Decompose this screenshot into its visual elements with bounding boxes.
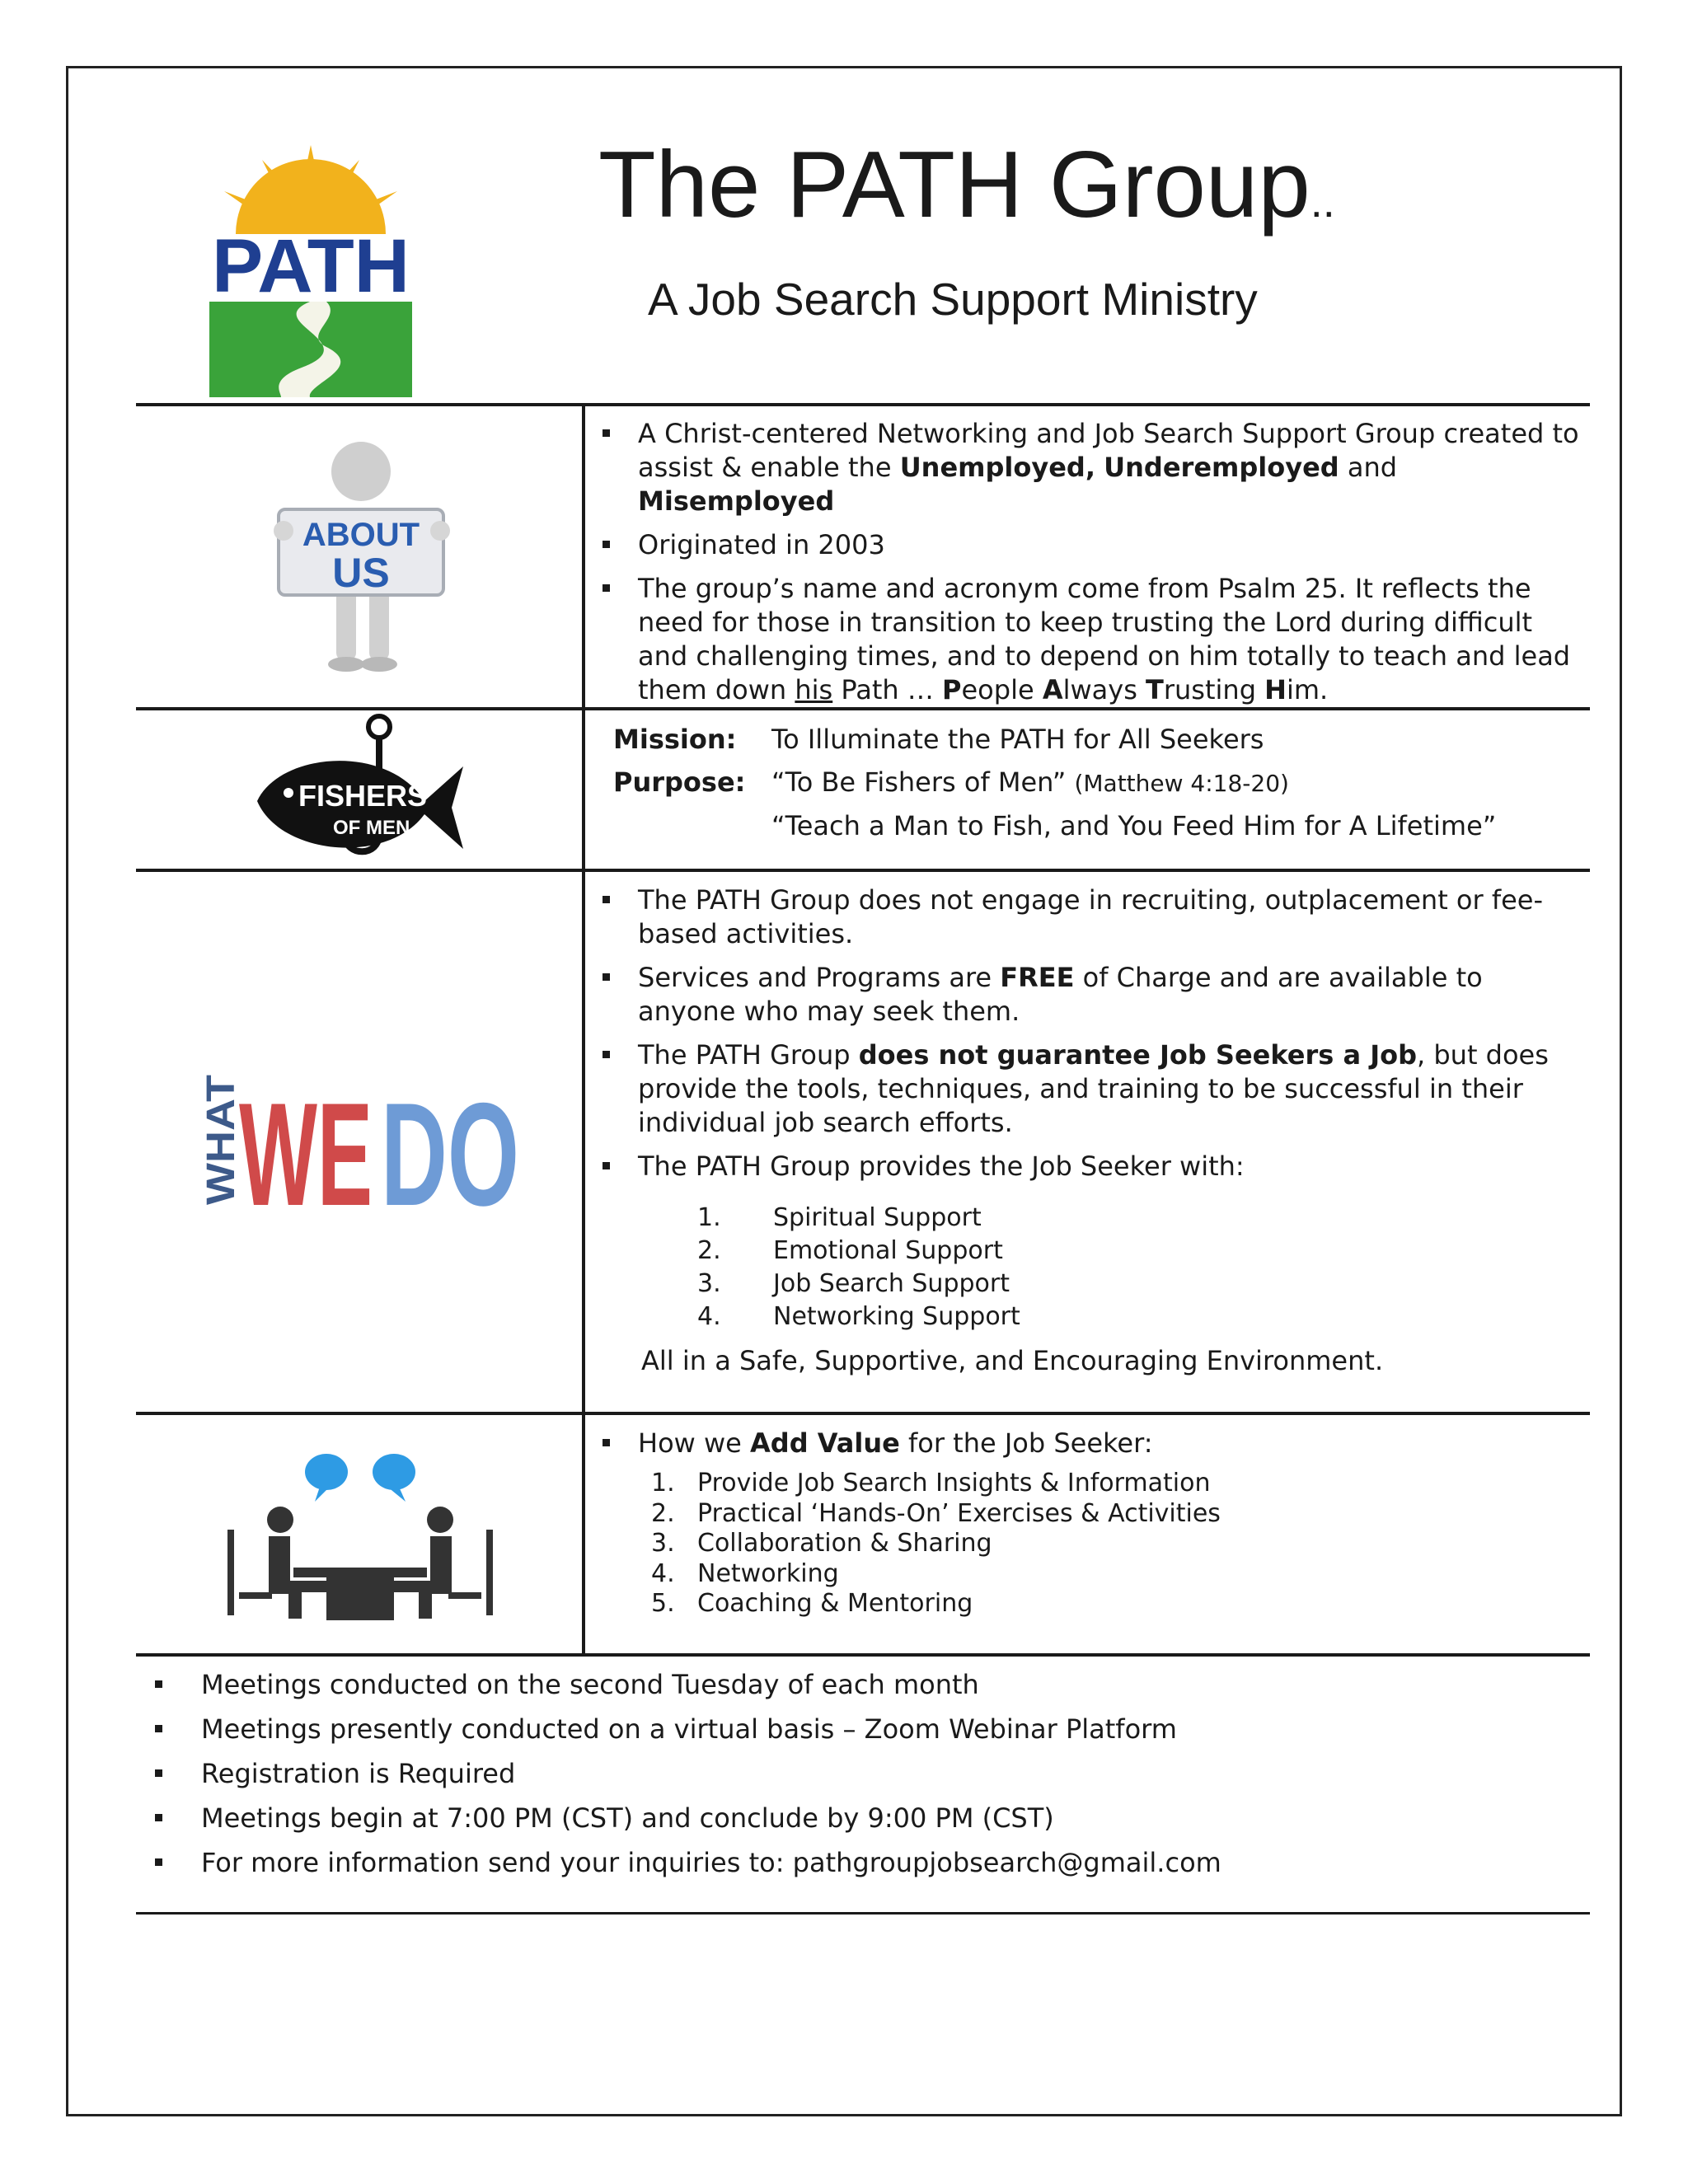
- page-subtitle: A Job Search Support Ministry: [648, 274, 1258, 325]
- add-value-item: 1. Provide Job Search Insights & Information: [651, 1469, 1211, 1497]
- about-section: [598, 417, 1579, 717]
- support-item: 3. Job Search Support: [697, 1269, 1010, 1298]
- meeting-people-icon: [223, 1451, 499, 1620]
- about-us-icon: [272, 438, 478, 677]
- what-item: The PATH Group does not guarantee Job Seekers a Job, but does provide the tools, techniques, and training to be successful in their individual job search efforts.: [598, 1038, 1579, 1140]
- support-closing: All in a Safe, Supportive, and Encouraging Environment.: [641, 1345, 1384, 1376]
- divider: [136, 1912, 1590, 1915]
- path-logo-icon: [203, 145, 419, 401]
- about-sign-line2: US: [332, 550, 390, 596]
- fishers-of-men-icon: [247, 710, 470, 865]
- mission-text: To Illuminate the PATH for All Seekers: [771, 724, 1264, 755]
- purpose-text-2: “Teach a Man to Fish, and You Feed Him for A Lifetime”: [771, 810, 1497, 841]
- add-value-section: [598, 1427, 1579, 1470]
- what-item: The PATH Group provides the Job Seeker with:: [598, 1150, 1579, 1183]
- about-item: A Christ-centered Networking and Job Search Support Group created to assist & enable the Unemployed, Underemployed and Misemployed: [598, 417, 1579, 518]
- meetings-list: [148, 1668, 1550, 1891]
- purpose-label: Purpose:: [613, 766, 746, 798]
- about-sign-line1: ABOUT: [302, 517, 420, 553]
- add-value-list: [651, 1469, 1221, 1619]
- support-item: 4. Networking Support: [697, 1302, 1020, 1331]
- do-icon-text: DO: [381, 1072, 519, 1212]
- about-item: Originated in 2003: [598, 528, 1579, 562]
- what-item: The PATH Group does not engage in recruiting, outplacement or fee-based activities.: [598, 883, 1579, 951]
- divider: [136, 1653, 1590, 1657]
- support-item: 1. Spiritual Support: [697, 1203, 982, 1232]
- mission-label: Mission:: [613, 724, 737, 755]
- page-title: The PATH Group..: [598, 133, 1335, 237]
- divider: [136, 403, 1590, 406]
- divider: [136, 1412, 1590, 1415]
- what-icon-text: WHAT: [199, 1089, 243, 1205]
- meeting-item: Registration is Required: [148, 1757, 1550, 1791]
- meeting-item: Meetings conducted on the second Tuesday of each month: [148, 1668, 1550, 1702]
- divider: [136, 869, 1590, 872]
- logo-text: PATH: [212, 224, 410, 308]
- what-we-do-icon: [195, 1071, 524, 1212]
- support-item: 2. Emotional Support: [697, 1236, 1003, 1265]
- support-list: [697, 1202, 1020, 1333]
- we-icon-text: WE: [239, 1072, 373, 1212]
- about-item: The group’s name and acronym come from Psalm 25. It reflects the need for those in transition to keep trusting the Lord during difficult and challenging times, and to depend on him totally to teach and lead them down his Path … People Always Trusting Him.: [598, 572, 1579, 707]
- add-value-item: 4. Networking: [651, 1558, 839, 1588]
- add-value-item: 2. Practical ‘Hands-On’ Exercises & Activities: [651, 1498, 1221, 1528]
- what-item: Services and Programs are FREE of Charge and are available to anyone who may seek them.: [598, 961, 1579, 1029]
- add-value-item: 3. Collaboration & Sharing: [651, 1529, 992, 1558]
- of-men-icon-text: OF MEN: [333, 817, 410, 839]
- add-value-item: 5. Coaching & Mentoring: [651, 1589, 973, 1618]
- fishers-icon-text: FISHERS: [298, 779, 428, 813]
- add-value-intro: How we Add Value for the Job Seeker:: [598, 1427, 1579, 1460]
- meeting-item: Meetings presently conducted on a virtual basis – Zoom Webinar Platform: [148, 1713, 1550, 1746]
- what-we-do-section: [598, 883, 1579, 1193]
- meeting-item: For more information send your inquiries to: pathgroupjobsearch@gmail.com: [148, 1846, 1550, 1880]
- purpose-text: “To Be Fishers of Men” (Matthew 4:18-20): [771, 766, 1289, 798]
- column-divider: [582, 403, 585, 1657]
- meeting-item: Meetings begin at 7:00 PM (CST) and conclude by 9:00 PM (CST): [148, 1802, 1550, 1835]
